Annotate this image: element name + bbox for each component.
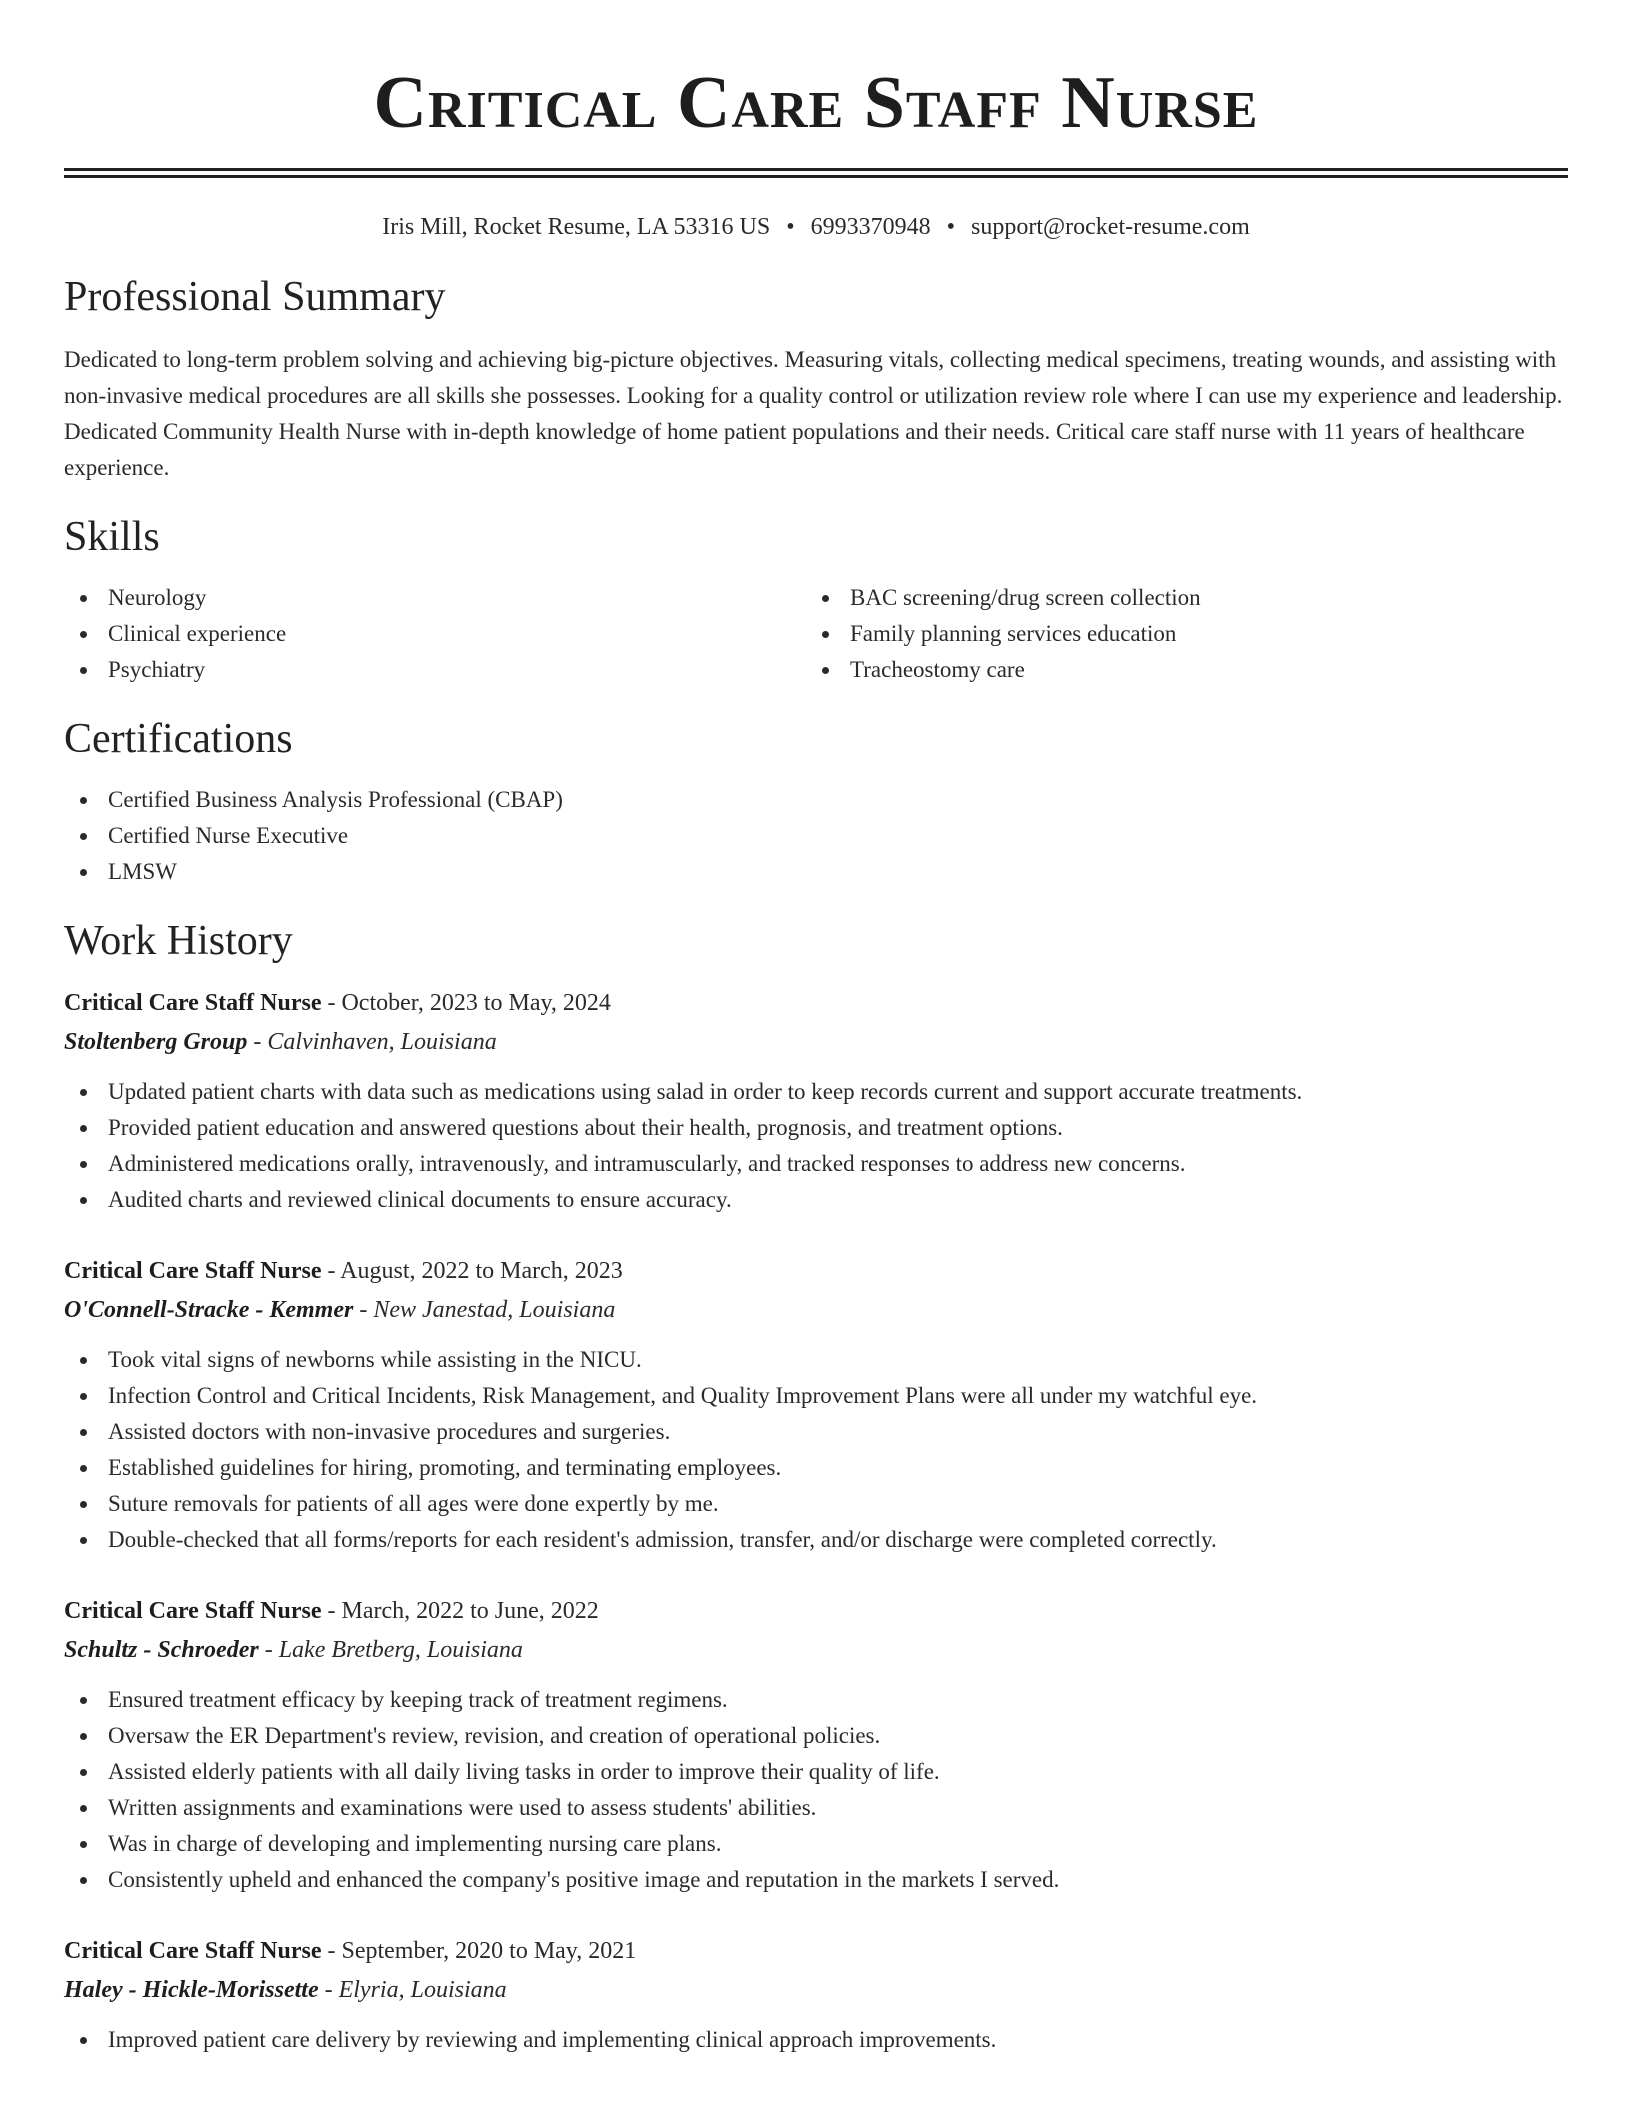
job-company-line (64, 1970, 1568, 2010)
job-bullet: Established guidelines for hiring, promoting, and terminating employees. (64, 1450, 1568, 1486)
skill-item: Neurology (64, 580, 806, 616)
job-company: Stoltenberg Group (64, 1029, 248, 1055)
job-bullet: Consistently upheld and enhanced the company's positive image and reputation in the markets I served. (64, 1862, 1568, 1898)
job-dates: - September, 2020 to May, 2021 (321, 1938, 637, 1964)
job-entry (64, 1592, 1568, 1898)
job-bullets (64, 1682, 1568, 1898)
resume-page (64, 0, 1568, 2058)
certification-item: Certified Business Analysis Professional (CBAP) (64, 782, 1568, 818)
job-bullet: Improved patient care delivery by reviewing and implementing clinical approach improvements. (64, 2022, 1568, 2058)
job-company: Schultz - Schroeder (64, 1637, 259, 1663)
certifications-section (64, 714, 1568, 890)
title-divider (64, 168, 1568, 178)
job-bullet: Infection Control and Critical Incidents, Risk Management, and Quality Improvement Plans were all under my watchful eye. (64, 1378, 1568, 1414)
resume-title: Critical Care Staff Nurse (373, 62, 1259, 144)
job-location: - Calvinhaven, Louisiana (247, 1029, 497, 1055)
job-location: - Elyria, Louisiana (318, 1977, 507, 2003)
job-location: - Lake Bretberg, Louisiana (258, 1637, 523, 1663)
job-title-line (64, 1932, 1568, 1970)
work-history-section (64, 916, 1568, 2058)
job-title-line (64, 984, 1568, 1022)
contact-email: support@rocket-resume.com (971, 214, 1250, 240)
contact-line (64, 212, 1568, 242)
job-bullet: Took vital signs of newborns while assisting in the NICU. (64, 1342, 1568, 1378)
job-bullet: Was in charge of developing and implementing nursing care plans. (64, 1826, 1568, 1862)
job-bullets (64, 1074, 1568, 1218)
job-bullet: Administered medications orally, intravenously, and intramuscularly, and tracked responses to address new concerns. (64, 1146, 1568, 1182)
job-entry (64, 1932, 1568, 2058)
job-title: Critical Care Staff Nurse (64, 1938, 322, 1964)
work-history-heading: Work History (64, 918, 293, 964)
skills-heading: Skills (64, 514, 160, 560)
job-bullet: Audited charts and reviewed clinical documents to ensure accuracy. (64, 1182, 1568, 1218)
certification-item: LMSW (64, 854, 1568, 890)
job-bullet: Updated patient charts with data such as medications using salad in order to keep records current and support accurate treatments. (64, 1074, 1568, 1110)
skill-item: Tracheostomy care (806, 652, 1548, 688)
job-title-line (64, 1592, 1568, 1630)
job-company-line (64, 1630, 1568, 1670)
certifications-heading: Certifications (64, 716, 293, 762)
job-title: Critical Care Staff Nurse (64, 1258, 322, 1284)
job-company: O'Connell-Stracke - Kemmer (64, 1297, 354, 1323)
contact-address: Iris Mill, Rocket Resume, LA 53316 US (382, 214, 771, 240)
job-title: Critical Care Staff Nurse (64, 990, 322, 1016)
summary-heading: Professional Summary (64, 274, 446, 320)
skill-item: Clinical experience (64, 616, 806, 652)
job-bullet: Oversaw the ER Department's review, revision, and creation of operational policies. (64, 1718, 1568, 1754)
job-entry (64, 1252, 1568, 1558)
contact-separator: • (946, 214, 956, 240)
summary-section (64, 272, 1568, 486)
contact-separator: • (786, 214, 795, 240)
job-title-line (64, 1252, 1568, 1290)
skill-item: Family planning services education (806, 616, 1548, 652)
skill-item: BAC screening/drug screen collection (806, 580, 1548, 616)
job-bullet: Assisted elderly patients with all daily living tasks in order to improve their quality of life. (64, 1754, 1568, 1790)
job-bullets (64, 2022, 1568, 2058)
certification-item: Certified Nurse Executive (64, 818, 1568, 854)
job-company: Haley - Hickle-Morissette (64, 1977, 319, 2003)
skill-item: Psychiatry (64, 652, 806, 688)
job-location: - New Janestad, Louisiana (353, 1297, 616, 1323)
contact-phone: 6993370948 (810, 214, 931, 240)
job-bullet: Assisted doctors with non-invasive procedures and surgeries. (64, 1414, 1568, 1450)
summary-text: Dedicated to long-term problem solving and achieving big-picture objectives. Measuring vitals, collecting medical specimens, treating wounds, and assisting with non-invasive medical procedures are all skills she possesses. Looking for a quality control or utilization review role where I can use my experience and leadership. Dedicated Community Health Nurse with in-depth knowledge of home patient populations and their needs. Critical care staff nurse with 11 years of healthcare experience. (64, 347, 1563, 480)
job-dates: - March, 2022 to June, 2022 (321, 1598, 599, 1624)
skills-list-left (64, 580, 806, 688)
job-dates: - August, 2022 to March, 2023 (321, 1258, 623, 1284)
skills-section (64, 512, 1568, 688)
skills-list-right (806, 580, 1548, 688)
job-company-line (64, 1290, 1568, 1330)
job-dates: - October, 2023 to May, 2024 (321, 990, 611, 1016)
job-bullet: Suture removals for patients of all ages were done expertly by me. (64, 1486, 1568, 1522)
job-bullet: Double-checked that all forms/reports for each resident's admission, transfer, and/or discharge were completed correctly. (64, 1522, 1568, 1558)
job-entry (64, 984, 1568, 1218)
job-company-line (64, 1022, 1568, 1062)
job-bullet: Provided patient education and answered questions about their health, prognosis, and treatment options. (64, 1110, 1568, 1146)
job-title: Critical Care Staff Nurse (64, 1598, 322, 1624)
job-bullets (64, 1342, 1568, 1558)
skills-grid (64, 580, 1568, 688)
job-bullet: Written assignments and examinations were used to assess students' abilities. (64, 1790, 1568, 1826)
job-bullet: Ensured treatment efficacy by keeping track of treatment regimens. (64, 1682, 1568, 1718)
certifications-list (64, 782, 1568, 890)
